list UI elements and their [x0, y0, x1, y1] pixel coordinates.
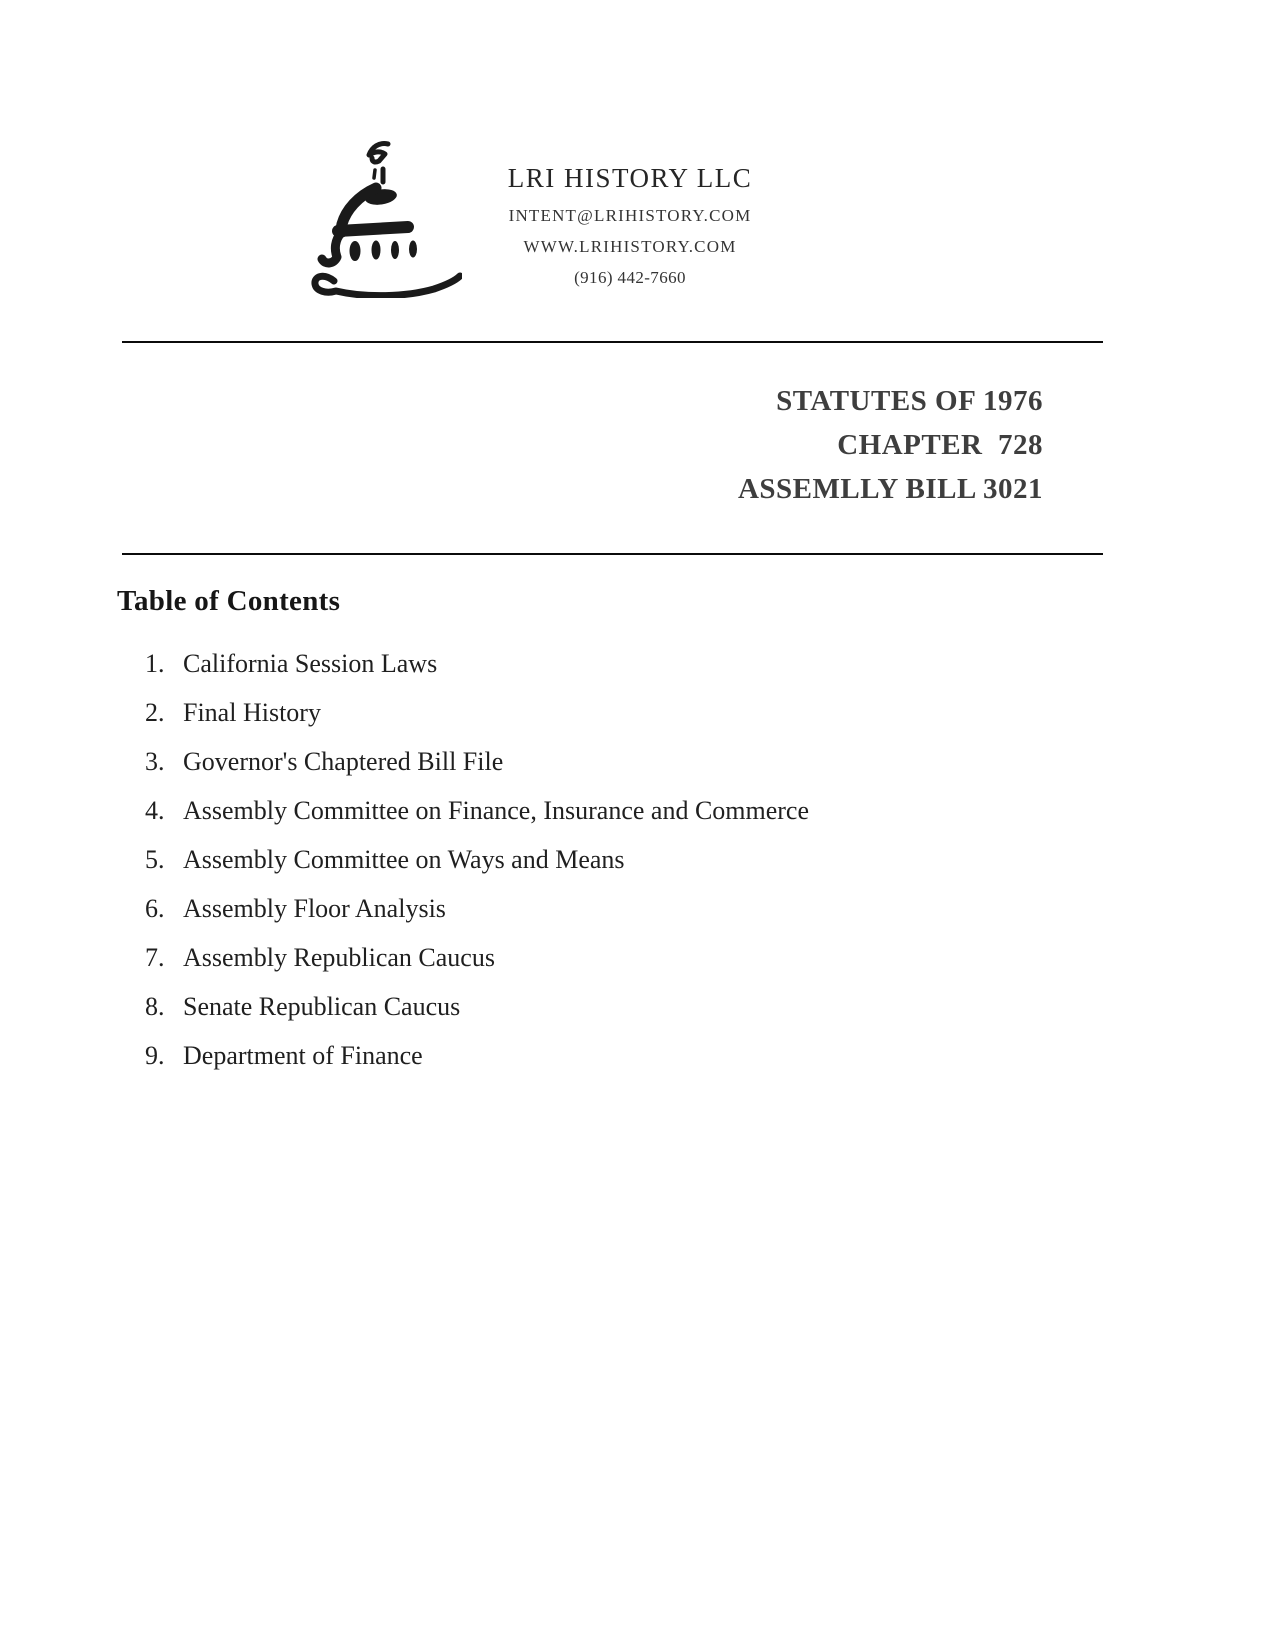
toc-item-number: 6. [145, 894, 165, 923]
toc-item-label: Governor's Chaptered Bill File [183, 747, 504, 776]
toc-item-number: 9. [145, 1041, 165, 1070]
toc-item-label: Assembly Committee on Finance, Insurance and Commerce [183, 796, 810, 825]
company-website: WWW.LRIHISTORY.COM [523, 237, 737, 256]
toc-item-department-of-finance [145, 1040, 1105, 1071]
company-header [430, 162, 830, 287]
toc-item-final-history [145, 697, 1105, 728]
toc-item-label: Department of Finance [183, 1041, 423, 1070]
toc-list [145, 648, 1105, 1089]
statutes-line: STATUTES OF 1976 [776, 385, 1043, 417]
toc-item-number: 1. [145, 649, 165, 678]
toc-title: Table of Contents [117, 585, 341, 617]
toc-item-number: 7. [145, 943, 165, 972]
toc-item-label: Final History [183, 698, 321, 727]
toc-item-assembly-committee-finance [145, 795, 1105, 826]
toc-item-assembly-floor-analysis [145, 893, 1105, 924]
company-name: LRI HISTORY LLC [507, 163, 753, 193]
toc-item-california-session-laws [145, 648, 1105, 679]
company-phone: (916) 442-7660 [574, 268, 686, 287]
toc-item-governors-chaptered-bill-file [145, 746, 1105, 777]
assembly-bill-line: ASSEMLLY BILL 3021 [737, 473, 1043, 505]
toc-item-number: 5. [145, 845, 165, 874]
toc-item-number: 3. [145, 747, 165, 776]
toc-item-label: Assembly Committee on Ways and Means [183, 845, 625, 874]
statute-reference [738, 379, 1043, 511]
company-email: INTENT@LRIHISTORY.COM [508, 206, 752, 225]
toc-item-number: 4. [145, 796, 165, 825]
divider-bottom [122, 553, 1103, 555]
toc-item-senate-republican-caucus [145, 991, 1105, 1022]
toc-item-number: 2. [145, 698, 165, 727]
toc-item-label: Assembly Republican Caucus [183, 943, 495, 972]
toc-item-assembly-republican-caucus [145, 942, 1105, 973]
toc-item-label: Assembly Floor Analysis [183, 894, 446, 923]
toc-item-number: 8. [145, 992, 165, 1021]
toc-item-assembly-committee-ways-means [145, 844, 1105, 875]
divider-top [122, 341, 1103, 343]
toc-item-label: Senate Republican Caucus [183, 992, 461, 1021]
chapter-line: CHAPTER 728 [837, 429, 1043, 461]
toc-item-label: California Session Laws [183, 649, 438, 678]
